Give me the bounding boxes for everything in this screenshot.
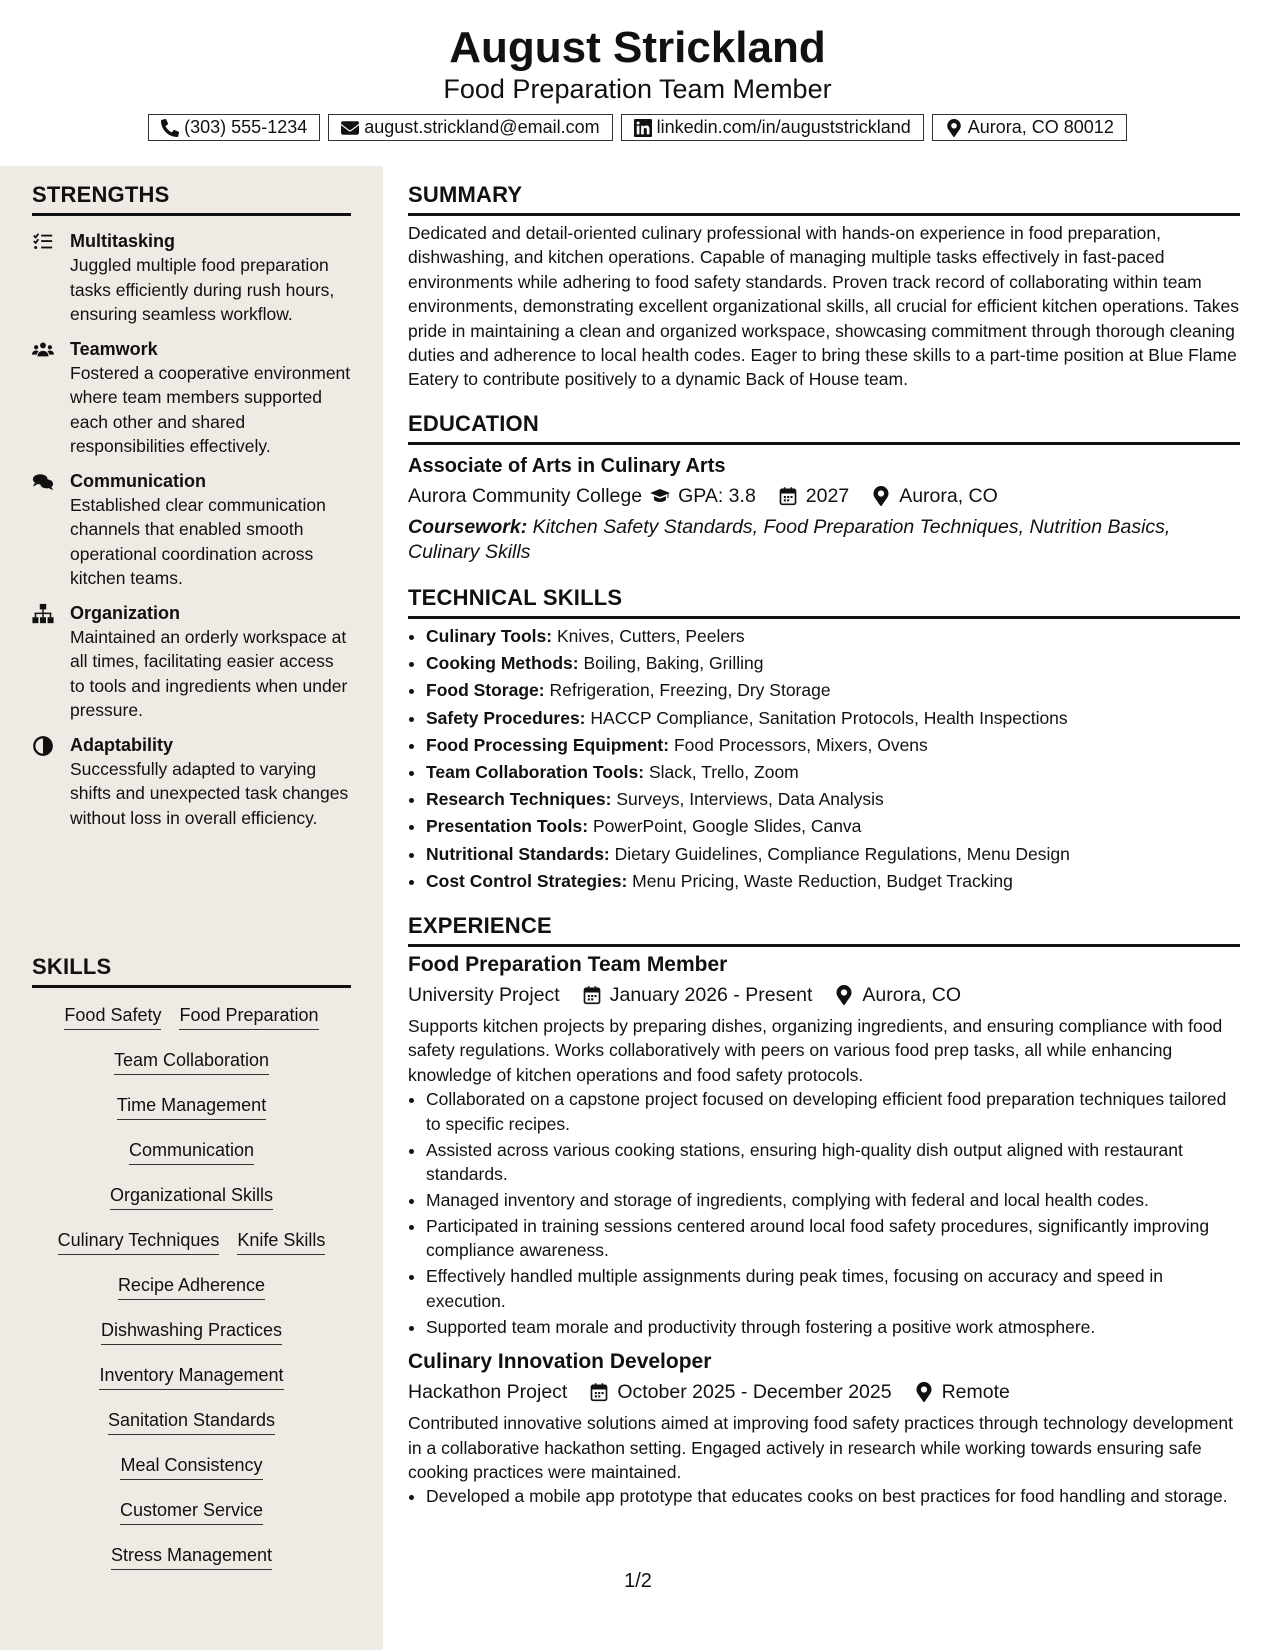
- job-bullets: [408, 1087, 1240, 1339]
- summary-section: [408, 181, 1240, 392]
- school: Aurora Community College: [408, 485, 643, 507]
- skills-row: [32, 1498, 351, 1543]
- coursework: Coursework: Kitchen Safety Standards, Food Preparation Techniques, Nutrition Basics, Culinary Skills: [408, 516, 1171, 563]
- strength-item: Organization Maintained an orderly workspace at all times, facilitating easier access to tools and ingredients when under pressure.: [32, 601, 351, 723]
- job-meta: [408, 982, 1240, 1008]
- calendar-icon: [582, 985, 602, 1005]
- skill-chip: Communication: [129, 1138, 254, 1165]
- job-bullet: • Assisted across various cooking stations, ensuring high-quality dish output aligned with restaurant standards.: [426, 1138, 1240, 1187]
- skill-chip: Stress Management: [111, 1543, 272, 1570]
- skill-chip: Organizational Skills: [110, 1183, 273, 1210]
- skills-row: [32, 1228, 351, 1273]
- skills-row: [32, 1093, 351, 1138]
- technical-skill-item: • Presentation Tools: PowerPoint, Google Slides, Canva: [426, 813, 1240, 840]
- skills-row: [32, 1003, 351, 1048]
- calendar-icon: [589, 1382, 609, 1402]
- job-bullet: • Managed inventory and storage of ingredients, complying with federal and local health codes.: [426, 1188, 1240, 1212]
- experience-section: [408, 912, 1240, 1510]
- users-icon: [32, 339, 54, 361]
- school-location: Aurora, CO: [899, 485, 998, 507]
- technical-skill-item: • Food Storage: Refrigeration, Freezing, Dry Storage: [426, 677, 1240, 704]
- skill-chip: Culinary Techniques: [58, 1228, 220, 1255]
- technical-skill-item: • Research Techniques: Surveys, Interviews, Data Analysis: [426, 786, 1240, 813]
- skills-row: [32, 1138, 351, 1183]
- skills-row: [32, 1543, 351, 1588]
- skill-chip: Customer Service: [120, 1498, 263, 1525]
- adjust-icon: [32, 735, 54, 757]
- skill-chip: Inventory Management: [99, 1363, 283, 1390]
- job-bullet: • Participated in training sessions centered around local food safety procedures, significantly improving compliance awareness.: [426, 1214, 1240, 1263]
- skill-chip: Sanitation Standards: [108, 1408, 275, 1435]
- technical-skill-item: • Cooking Methods: Boiling, Baking, Grilling: [426, 650, 1240, 677]
- gpa: GPA: 3.8: [678, 485, 756, 507]
- job-bullet: • Collaborated on a capstone project focused on developing efficient food preparation techniques tailored to specific recipes.: [426, 1087, 1240, 1136]
- job-org: Hackathon Project: [408, 1381, 568, 1404]
- graduation-year: 2027: [805, 485, 850, 507]
- technical-skill-item: • Team Collaboration Tools: Slack, Trello, Zoom: [426, 759, 1240, 786]
- experience-heading: EXPERIENCE: [408, 912, 1240, 947]
- list-check-icon: [32, 231, 54, 253]
- job-meta: [408, 1379, 1240, 1405]
- job-bullets: [408, 1484, 1240, 1508]
- email-icon: [341, 119, 359, 137]
- skills-row: [32, 1453, 351, 1498]
- skill-chip: Knife Skills: [237, 1228, 325, 1255]
- skill-chip: Time Management: [117, 1093, 266, 1120]
- strengths-section: [32, 181, 351, 830]
- skills-section: [32, 953, 351, 1588]
- job-bullet: • Effectively handled multiple assignments during peak times, focusing on accuracy and speed in execution.: [426, 1264, 1240, 1313]
- job-location: Aurora, CO: [862, 984, 962, 1006]
- page-number: 1/2: [624, 1570, 652, 1592]
- job-bullet: • Supported team morale and productivity through fostering a positive work atmosphere.: [426, 1315, 1240, 1339]
- graduation-cap-icon: [650, 486, 670, 506]
- skills-row: [32, 1363, 351, 1408]
- job-entry: [408, 1348, 1240, 1509]
- skills-row: [32, 1183, 351, 1228]
- job-title: Culinary Innovation Developer: [408, 1350, 712, 1374]
- calendar-icon: [778, 486, 798, 506]
- job-entry: [408, 951, 1240, 1339]
- location-icon: [834, 985, 854, 1005]
- job-title: Food Preparation Team Member: [408, 953, 728, 976]
- location-icon: [945, 119, 963, 137]
- job-org: University Project: [408, 984, 560, 1006]
- skills-row: [32, 1048, 351, 1093]
- location-icon: [914, 1382, 934, 1402]
- sidebar: [0, 166, 383, 1650]
- job-dates: October 2025 - December 2025: [617, 1381, 892, 1404]
- job-bullet: • Developed a mobile app prototype that educates cooks on best practices for food handling and storage.: [426, 1484, 1240, 1508]
- technical-skills-heading: TECHNICAL SKILLS: [408, 584, 1240, 619]
- skills-heading: SKILLS: [32, 953, 351, 988]
- strength-item: Multitasking Juggled multiple food preparation tasks efficiently during rush hours, ensuring seamless workflow.: [32, 229, 351, 327]
- skill-chip: Meal Consistency: [120, 1453, 262, 1480]
- education-heading: EDUCATION: [408, 410, 1240, 445]
- contact-email: august.strickland@email.com: [328, 114, 612, 141]
- job-dates: January 2026 - Present: [609, 984, 813, 1006]
- contact-linkedin: linkedin.com/in/auguststrickland: [621, 114, 924, 141]
- skills-list: [32, 1003, 351, 1588]
- skill-chip: Team Collaboration: [114, 1048, 269, 1075]
- resume-header: [0, 0, 1275, 166]
- skills-row: [32, 1273, 351, 1318]
- sitemap-icon: [32, 603, 54, 625]
- comments-icon: [32, 471, 54, 493]
- skill-chip: Recipe Adherence: [118, 1273, 265, 1300]
- summary-text: Dedicated and detail-oriented culinary professional with hands-on experience in food preparation, dishwashing, and kitchen operations. Capable of managing multiple tasks effectively in fast-paced environments while adhering to food safety standards. Proven track record of collaborating within team environments, demonstrating excellent organizational skills, all crucial for efficient kitchen operations. Takes pride in maintaining a clean and organized workspace, showcasing commitment through thorough cleaning duties and adherence to local health codes. Eager to bring these skills to a part-time position at Blue Flame Eatery to contribute positively to a dynamic Back of House team.: [408, 223, 1240, 390]
- strength-item: Communication Established clear communication channels that enabled smooth operational coordination across kitchen teams.: [32, 469, 351, 591]
- technical-skill-item: • Safety Procedures: HACCP Compliance, Sanitation Protocols, Health Inspections: [426, 705, 1240, 732]
- education-section: [408, 410, 1240, 565]
- phone-icon: [161, 119, 179, 137]
- contact-phone: (303) 555-1234: [148, 114, 320, 141]
- technical-skill-item: • Culinary Tools: Knives, Cutters, Peelers: [426, 623, 1240, 650]
- summary-heading: SUMMARY: [408, 181, 1240, 216]
- technical-skills-section: [408, 584, 1240, 895]
- job-description: Contributed innovative solutions aimed at improving food safety practices through technology development in a collaborative hackathon setting. Engaged actively in research while working towards ensuring safe cooking practices were maintained.: [408, 1413, 1233, 1483]
- job-description: Supports kitchen projects by preparing dishes, organizing ingredients, and ensuring compliance with food safety regulations. Works collaboratively with peers on various food prep tasks, all while enhancing knowledge of kitchen operations and food safety protocols.: [408, 1016, 1223, 1085]
- skill-chip: Food Preparation: [179, 1003, 318, 1030]
- technical-skill-item: • Nutritional Standards: Dietary Guidelines, Compliance Regulations, Menu Design: [426, 841, 1240, 868]
- contact-bar: [0, 114, 1275, 141]
- skill-chip: Dishwashing Practices: [101, 1318, 282, 1345]
- linkedin-icon: [634, 119, 652, 137]
- strength-item: Adaptability Successfully adapted to varying shifts and unexpected task changes without loss in overall efficiency.: [32, 733, 351, 831]
- skills-row: [32, 1408, 351, 1453]
- technical-skill-item: • Cost Control Strategies: Menu Pricing, Waste Reduction, Budget Tracking: [426, 868, 1240, 895]
- skills-row: [32, 1318, 351, 1363]
- education-meta: [408, 483, 1240, 509]
- strength-item: Teamwork Fostered a cooperative environment where team members supported each other and shared responsibilities effectively.: [32, 337, 351, 459]
- candidate-name: August Strickland: [449, 23, 826, 72]
- technical-skill-item: • Food Processing Equipment: Food Processors, Mixers, Ovens: [426, 732, 1240, 759]
- strengths-heading: STRENGTHS: [32, 181, 351, 216]
- job-location: Remote: [941, 1381, 1010, 1404]
- location-icon: [871, 486, 891, 506]
- skill-chip: Food Safety: [64, 1003, 161, 1030]
- candidate-title: Food Preparation Team Member: [443, 74, 832, 104]
- degree: Associate of Arts in Culinary Arts: [408, 455, 726, 477]
- contact-location: Aurora, CO 80012: [932, 114, 1127, 141]
- technical-skills-list: [408, 623, 1240, 895]
